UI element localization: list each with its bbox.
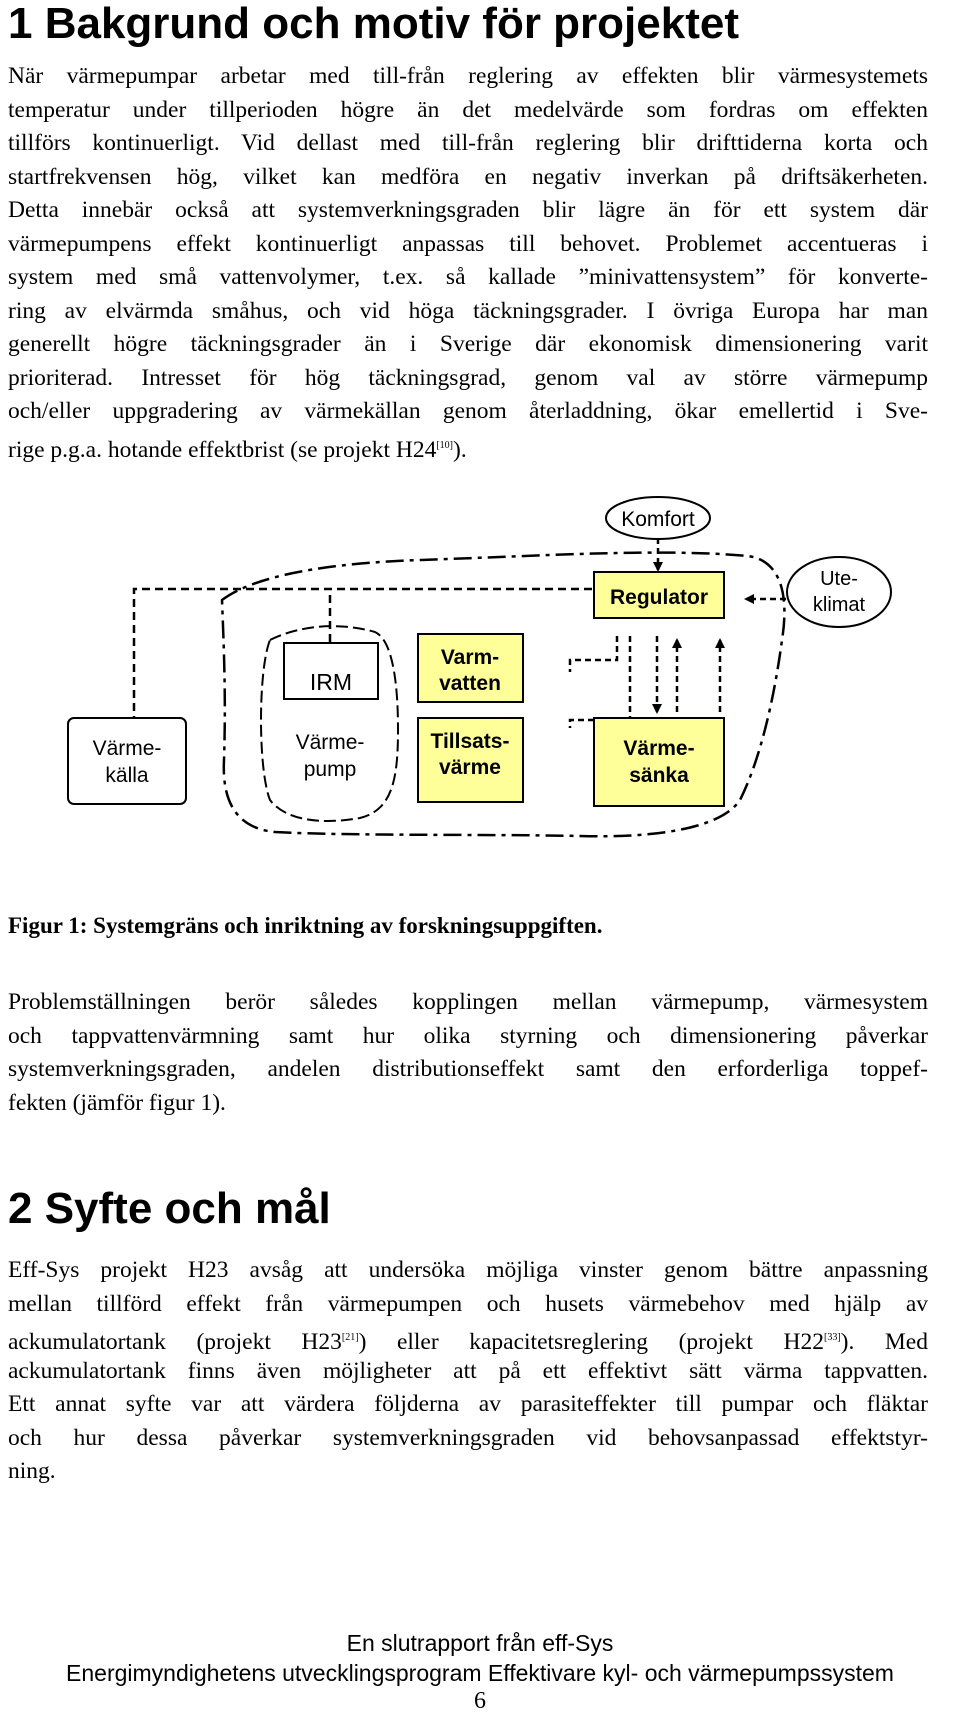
system-boundary-diagram [0, 490, 960, 870]
text-line: Ett annat syfte var att värdera följderna av parasiteffekter till pumpar och fläktar [8, 1391, 928, 1417]
text-line: startfrekvensen hög, vilket kan medföra en negativ inverkan på driftsäkerheten. [8, 163, 928, 190]
figure-caption: Figur 1: Systemgräns och inriktning av forskningsuppgiften. [8, 913, 603, 938]
citation-ref[interactable]: [33] [823, 1332, 841, 1343]
text-line: fekten (jämför figur 1). [8, 1089, 226, 1116]
regulator-label: Regulator [609, 586, 709, 609]
varmesanka-label-2: sänka [629, 764, 689, 787]
text-fragment: ) eller kapacitetsreglering (projekt H22 [358, 1329, 824, 1355]
text-line: och tappvattenvärmning samt hur olika styrning och dimensionering påverkar [8, 1022, 928, 1049]
text-line: temperatur under tillperioden högre än det medelvärde som fordras om effekten [8, 96, 928, 123]
citation-ref[interactable]: [10] [436, 439, 453, 451]
text-line: tillförs kontinuerligt. Vid dellast med till-från reglering blir drifttiderna korta och [8, 130, 928, 156]
varmepump-label-1: Värme- [295, 731, 365, 754]
text-line: När värmepumpar arbetar med till-från reglering av effekten blir värmesystemets [8, 63, 928, 89]
text-line [8, 1321, 928, 1355]
varmekalla-label-2: källa [105, 764, 149, 787]
tillsats-label-1: Tillsats- [430, 730, 510, 753]
varmesanka-label-1: Värme- [623, 737, 695, 760]
text-line [8, 429, 928, 463]
purpose-paragraph [8, 1254, 928, 1489]
text-line: ring av elvärmda småhus, och vid höga täckningsgrader. I övriga Europa har man [8, 297, 928, 324]
uteklimat-label-2: klimat [812, 594, 866, 616]
citation-ref[interactable]: [21] [341, 1332, 359, 1343]
section-heading-1: 1 Bakgrund och motiv för projektet [8, 0, 739, 48]
varmvatten-label-1: Varm- [440, 646, 500, 669]
text-fragment: ). [453, 436, 467, 463]
text-line: Detta innebär också att systemverkningsgraden blir lägre än för ett system där [8, 197, 928, 223]
uteklimat-label-1: Ute- [820, 568, 858, 590]
text-line: och/eller uppgradering av värmekällan genom återladdning, ökar emellertid i Sve- [8, 398, 928, 424]
background-paragraph [8, 60, 928, 462]
arrow-regulator-varmvatten [570, 636, 617, 672]
arrow-regulator-tillsats [570, 636, 630, 728]
text-fragment: ). Med [840, 1329, 928, 1355]
text-line: mellan tillförd effekt från värmepumpen och husets värmebehov med hjälp av [8, 1290, 928, 1317]
text-line: system med små vattenvolymer, t.ex. så kallade ”minivattensystem” för konverte- [8, 264, 928, 290]
page-number: 6 [474, 1688, 486, 1714]
text-line: Problemställningen berör således kopplingen mellan värmepump, värmesystem [8, 989, 928, 1015]
section-heading-2: 2 Syfte och mål [8, 1184, 331, 1233]
text-fragment: rige p.g.a. hotande effektbrist (se projekt H24 [8, 436, 437, 463]
text-line: systemverkningsgraden, andelen distributionseffekt samt den erforderliga toppef- [8, 1056, 928, 1082]
text-line: ning. [8, 1458, 56, 1484]
footer-line-1: En slutrapport från eff-Sys [346, 1630, 614, 1656]
text-line: och hur dessa påverkar systemverkningsgraden vid behovsanpassad effektstyr- [8, 1424, 928, 1451]
text-line: värmepumpens effekt kontinuerligt anpassas till behovet. Problemet accentueras i [8, 230, 928, 257]
text-fragment: ackumulatortank (projekt H23 [8, 1329, 342, 1355]
footer-line-2: Energimyndighetens utvecklingsprogram Effektivare kyl- och värmepumpssystem [66, 1660, 894, 1686]
varmvatten-label-2: vatten [439, 672, 501, 695]
varmekalla-box [68, 718, 186, 804]
text-line: ackumulatortank finns även möjligheter att på ett effektivt sätt värma tappvatten. [8, 1357, 928, 1384]
varmepump-label-2: pump [303, 758, 357, 781]
varmesanka-box [594, 718, 724, 806]
varmekalla-label-1: Värme- [92, 737, 162, 760]
text-line: prioriterad. Intresset för hög täckningsgrad, genom val av större värmepump [8, 364, 928, 391]
text-line: generellt högre täckningsgrader än i Sverige där ekonomisk dimensionering varit [8, 331, 928, 357]
problem-paragraph [8, 986, 928, 1120]
text-line: Eff-Sys projekt H23 avsåg att undersöka möjliga vinster genom bättre anpassning [8, 1257, 928, 1283]
irm-label: IRM [309, 669, 353, 695]
komfort-label: Komfort [621, 508, 695, 531]
tillsats-label-2: värme [439, 756, 501, 779]
